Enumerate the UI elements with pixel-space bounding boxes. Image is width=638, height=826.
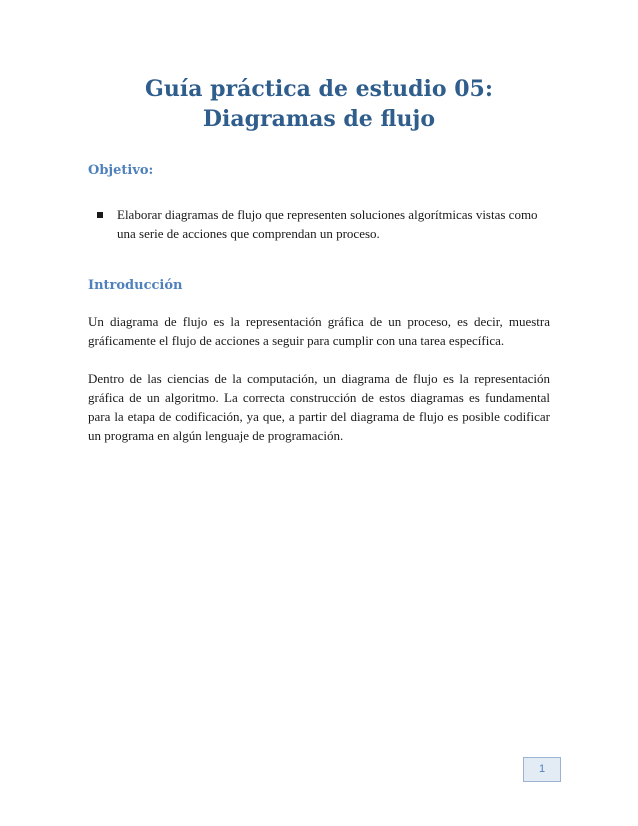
document-title: Guía práctica de estudio 05: Diagramas de flujo (145, 76, 493, 132)
square-bullet-icon (97, 212, 103, 218)
objective-heading: Objetivo: (88, 163, 154, 178)
intro-paragraph-1: Un diagrama de flujo es la representación gráfica de un proceso, es decir, muestra gráficamente el flujo de acciones a seguir para cumplir con una tarea específica. (88, 314, 550, 348)
introduction-heading: Introducción (88, 278, 183, 293)
objective-text: Elaborar diagramas de flujo que representen soluciones algorítmicas vistas como una serie de acciones que comprendan un proceso. (117, 207, 538, 241)
intro-paragraph-2: Dentro de las ciencias de la computación, un diagrama de flujo es la representación gráfica de un algoritmo. La correcta construcción de estos diagramas es fundamental para la etapa de codificación, ya que, a partir del diagrama de flujo es posible codificar un programa en algún lenguaje de programación. (88, 371, 550, 443)
objective-item (88, 205, 550, 243)
page-number-badge: 1 (523, 757, 561, 782)
objective-list (88, 205, 550, 243)
